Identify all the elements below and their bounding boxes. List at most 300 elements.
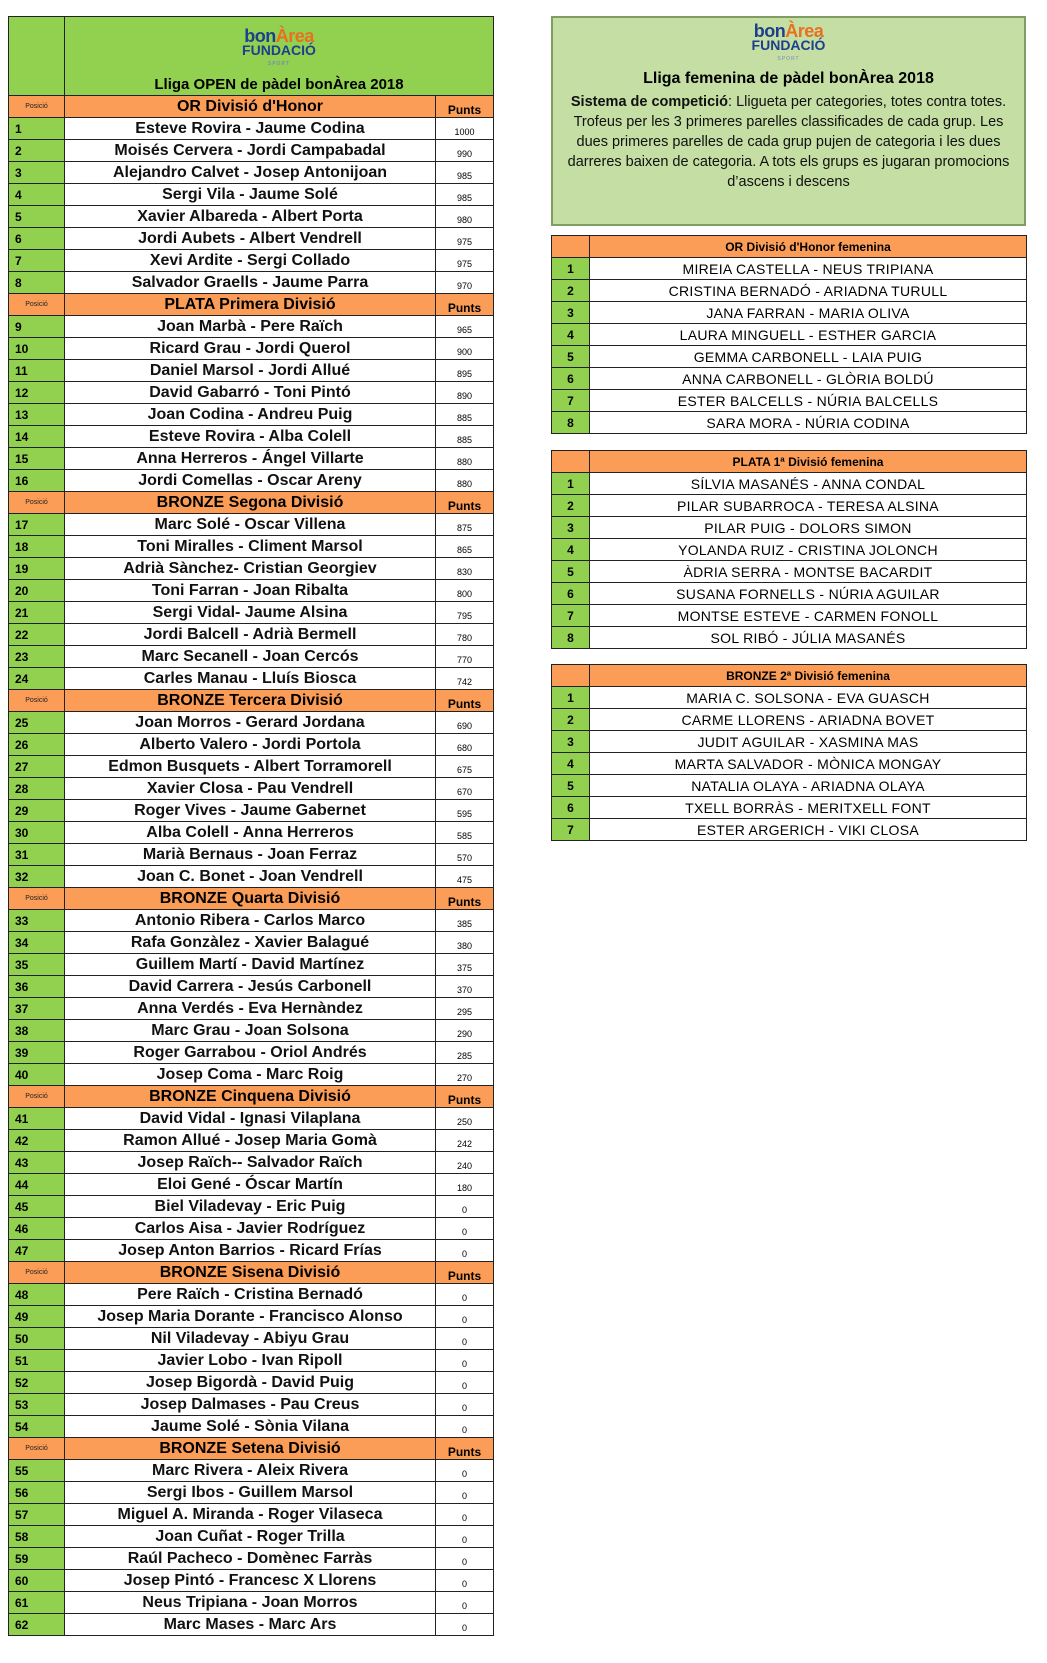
position-number: 6	[9, 228, 65, 250]
pair-name: Roger Garrabou - Oriol Andrés	[65, 1042, 436, 1064]
table-row	[9, 1064, 494, 1086]
position-number: 45	[9, 1196, 65, 1218]
table-row	[552, 797, 1027, 819]
points-value: 970	[436, 272, 494, 294]
table-row	[552, 412, 1027, 434]
pair-name: Josep Dalmases - Pau Creus	[65, 1394, 436, 1416]
points-value: 985	[436, 162, 494, 184]
table-row	[9, 998, 494, 1020]
points-value: 295	[436, 998, 494, 1020]
position-number: 2	[9, 140, 65, 162]
points-value: 370	[436, 976, 494, 998]
pair-name: YOLANDA RUIZ - CRISTINA JOLONCH	[590, 539, 1027, 561]
pair-name: David Carrera - Jesús Carbonell	[65, 976, 436, 998]
table-row	[552, 258, 1027, 280]
position-number: 11	[9, 360, 65, 382]
points-value: 240	[436, 1152, 494, 1174]
position-number: 1	[552, 687, 590, 709]
table-row	[9, 800, 494, 822]
position-number: 2	[552, 709, 590, 731]
points-value: 965	[436, 316, 494, 338]
pair-name: Pere Raïch - Cristina Bernadó	[65, 1284, 436, 1306]
points-value: 0	[436, 1240, 494, 1262]
table-row	[9, 272, 494, 294]
pair-name: LAURA MINGUELL - ESTHER GARCIA	[590, 324, 1027, 346]
table-row	[9, 1350, 494, 1372]
pair-name: Ramon Allué - Josep Maria Gomà	[65, 1130, 436, 1152]
position-number: 1	[552, 258, 590, 280]
division-header	[9, 1086, 494, 1108]
pair-name: Alberto Valero - Jordi Portola	[65, 734, 436, 756]
pair-name: Anna Herreros - Ángel Villarte	[65, 448, 436, 470]
points-value: 0	[436, 1416, 494, 1438]
header-corner	[9, 17, 65, 96]
points-value: 0	[436, 1570, 494, 1592]
table-row	[9, 536, 494, 558]
points-value: 285	[436, 1042, 494, 1064]
pair-name: PILAR PUIG - DOLORS SIMON	[590, 517, 1027, 539]
points-label: Punts	[436, 96, 494, 118]
points-value: 242	[436, 1130, 494, 1152]
position-number: 2	[552, 495, 590, 517]
position-number: 3	[9, 162, 65, 184]
table-row	[552, 473, 1027, 495]
position-number: 8	[552, 412, 590, 434]
pair-name: Javier Lobo - Ivan Ripoll	[65, 1350, 436, 1372]
position-number: 43	[9, 1152, 65, 1174]
table-row	[9, 646, 494, 668]
pair-name: Carlos Aisa - Javier Rodríguez	[65, 1218, 436, 1240]
table-row	[9, 1394, 494, 1416]
pair-name: Guillem Martí - David Martínez	[65, 954, 436, 976]
points-value: 385	[436, 910, 494, 932]
pair-name: Xavier Albareda - Albert Porta	[65, 206, 436, 228]
position-number: 36	[9, 976, 65, 998]
logo-sport: SPORT	[777, 56, 800, 62]
points-value: 830	[436, 558, 494, 580]
table-row	[9, 470, 494, 492]
female-division-header	[552, 236, 1027, 258]
pair-name: ÀDRIA SERRA - MONTSE BACARDIT	[590, 561, 1027, 583]
table-row	[9, 1130, 494, 1152]
position-number: 4	[552, 539, 590, 561]
position-number: 9	[9, 316, 65, 338]
table-row	[9, 404, 494, 426]
table-row	[9, 712, 494, 734]
position-number: 5	[552, 346, 590, 368]
position-number: 3	[552, 517, 590, 539]
table-row	[9, 756, 494, 778]
table-row	[552, 687, 1027, 709]
position-number: 6	[552, 368, 590, 390]
pair-name: Eloi Gené - Óscar Martín	[65, 1174, 436, 1196]
system-description: : Lligueta per categories, totes contra totes. Trofeus per les 3 primeres parelles classificades de cada grup. Les dues primeres parelles de cada grup pujen de categoria i les dues darreres baixen de categoria. A tots els grups es jugaran promocions d’ascens i descens	[567, 94, 1010, 190]
division-name: PLATA Primera Divisió	[65, 294, 436, 316]
position-number: 8	[552, 627, 590, 649]
table-row	[9, 624, 494, 646]
position-number: 5	[9, 206, 65, 228]
points-value: 675	[436, 756, 494, 778]
table-row	[9, 514, 494, 536]
points-value: 880	[436, 448, 494, 470]
points-value: 0	[436, 1196, 494, 1218]
points-value: 0	[436, 1372, 494, 1394]
points-value: 475	[436, 866, 494, 888]
points-value: 0	[436, 1460, 494, 1482]
table-row	[9, 1196, 494, 1218]
table-row	[9, 976, 494, 998]
points-value: 890	[436, 382, 494, 404]
pair-name: Antonio Ribera - Carlos Marco	[65, 910, 436, 932]
logo-accent: Àrea	[275, 26, 314, 46]
table-row	[9, 184, 494, 206]
position-number: 49	[9, 1306, 65, 1328]
table-row	[552, 495, 1027, 517]
pair-name: Xevi Ardite - Sergi Collado	[65, 250, 436, 272]
pair-name: MONTSE ESTEVE - CARMEN FONOLL	[590, 605, 1027, 627]
position-number: 14	[9, 426, 65, 448]
pair-name: ANNA CARBONELL - GLÒRIA BOLDÚ	[590, 368, 1027, 390]
position-number: 54	[9, 1416, 65, 1438]
pair-name: Nil Viladevay - Abiyu Grau	[65, 1328, 436, 1350]
pair-name: Roger Vives - Jaume Gabernet	[65, 800, 436, 822]
position-number: 17	[9, 514, 65, 536]
table-row	[9, 1526, 494, 1548]
points-value: 570	[436, 844, 494, 866]
position-number: 16	[9, 470, 65, 492]
table-row	[552, 280, 1027, 302]
position-number: 7	[552, 819, 590, 841]
pair-name: Sergi Ibos - Guillem Marsol	[65, 1482, 436, 1504]
pair-name: PILAR SUBARROCA - TERESA ALSINA	[590, 495, 1027, 517]
pair-name: Marc Secanell - Joan Cercós	[65, 646, 436, 668]
division-name: OR Divisió d'Honor	[65, 96, 436, 118]
pair-name: ESTER BALCELLS - NÚRIA BALCELLS	[590, 390, 1027, 412]
position-number: 23	[9, 646, 65, 668]
table-row	[9, 580, 494, 602]
table-row	[552, 390, 1027, 412]
table-row	[9, 228, 494, 250]
position-label: Posició	[9, 1262, 65, 1284]
points-label: Punts	[436, 1086, 494, 1108]
bonarea-logo-female	[751, 21, 826, 66]
division-header	[9, 1438, 494, 1460]
points-value: 0	[436, 1328, 494, 1350]
table-row	[9, 844, 494, 866]
position-number: 13	[9, 404, 65, 426]
header-corner	[552, 665, 590, 687]
points-value: 0	[436, 1394, 494, 1416]
table-row	[552, 819, 1027, 841]
pair-name: Jaume Solé - Sònia Vilana	[65, 1416, 436, 1438]
position-number: 38	[9, 1020, 65, 1042]
pair-name: MIREIA CASTELLA - NEUS TRIPIANA	[590, 258, 1027, 280]
table-row	[9, 558, 494, 580]
position-number: 42	[9, 1130, 65, 1152]
points-label: Punts	[436, 1438, 494, 1460]
division-header	[9, 690, 494, 712]
points-value: 0	[436, 1350, 494, 1372]
table-row	[9, 338, 494, 360]
points-label: Punts	[436, 690, 494, 712]
system-label: Sistema de competició	[570, 94, 729, 110]
table-row	[552, 605, 1027, 627]
pair-name: David Vidal - Ignasi Vilaplana	[65, 1108, 436, 1130]
table-row	[9, 1174, 494, 1196]
pair-name: MARIA C. SOLSONA - EVA GUASCH	[590, 687, 1027, 709]
points-value: 895	[436, 360, 494, 382]
division-header	[9, 1262, 494, 1284]
position-number: 61	[9, 1592, 65, 1614]
table-row	[9, 1152, 494, 1174]
position-number: 6	[552, 583, 590, 605]
points-value: 885	[436, 404, 494, 426]
points-value: 742	[436, 668, 494, 690]
position-number: 30	[9, 822, 65, 844]
pair-name: Alba Colell - Anna Herreros	[65, 822, 436, 844]
points-value: 900	[436, 338, 494, 360]
points-value: 670	[436, 778, 494, 800]
pair-name: SARA MORA - NÚRIA CODINA	[590, 412, 1027, 434]
position-number: 5	[552, 775, 590, 797]
position-number: 46	[9, 1218, 65, 1240]
pair-name: TXELL BORRÀS - MERITXELL FONT	[590, 797, 1027, 819]
female-title: Lliga femenina de pàdel bonÀrea 2018	[643, 70, 934, 87]
points-value: 585	[436, 822, 494, 844]
pair-name: Toni Miralles - Climent Marsol	[65, 536, 436, 558]
pair-name: Rafa Gonzàlez - Xavier Balagué	[65, 932, 436, 954]
position-number: 6	[552, 797, 590, 819]
table-row	[552, 753, 1027, 775]
table-row	[9, 910, 494, 932]
pair-name: SOL RIBÓ - JÚLIA MASANÉS	[590, 627, 1027, 649]
pair-name: Salvador Graells - Jaume Parra	[65, 272, 436, 294]
table-row	[9, 1306, 494, 1328]
female-info-box	[551, 16, 1026, 226]
table-row	[9, 1240, 494, 1262]
points-label: Punts	[436, 888, 494, 910]
pair-name: Moisés Cervera - Jordi Campabadal	[65, 140, 436, 162]
position-label: Posició	[9, 96, 65, 118]
points-value: 0	[436, 1482, 494, 1504]
table-row	[9, 1284, 494, 1306]
female-division-header	[552, 451, 1027, 473]
table-row	[552, 539, 1027, 561]
division-name: BRONZE Sisena Divisió	[65, 1262, 436, 1284]
position-number: 20	[9, 580, 65, 602]
table-row	[552, 709, 1027, 731]
position-number: 37	[9, 998, 65, 1020]
table-row	[9, 602, 494, 624]
points-value: 985	[436, 184, 494, 206]
position-number: 4	[9, 184, 65, 206]
table-row	[9, 778, 494, 800]
position-label: Posició	[9, 690, 65, 712]
points-value: 795	[436, 602, 494, 624]
points-value: 375	[436, 954, 494, 976]
points-value: 1000	[436, 118, 494, 140]
position-number: 35	[9, 954, 65, 976]
points-value: 380	[436, 932, 494, 954]
table-row	[552, 561, 1027, 583]
pair-name: Marc Rivera - Aleix Rivera	[65, 1460, 436, 1482]
pair-name: Neus Tripiana - Joan Morros	[65, 1592, 436, 1614]
open-header-row	[9, 17, 494, 96]
table-row	[552, 346, 1027, 368]
position-number: 3	[552, 731, 590, 753]
table-row	[552, 731, 1027, 753]
table-row	[9, 668, 494, 690]
pair-name: Josep Coma - Marc Roig	[65, 1064, 436, 1086]
position-number: 44	[9, 1174, 65, 1196]
position-number: 7	[552, 390, 590, 412]
points-value: 880	[436, 470, 494, 492]
division-name: BRONZE Tercera Divisió	[65, 690, 436, 712]
position-number: 27	[9, 756, 65, 778]
logo-word: bon	[753, 21, 786, 41]
points-value: 270	[436, 1064, 494, 1086]
female-division-name: PLATA 1ª Divisió femenina	[590, 451, 1027, 473]
position-number: 22	[9, 624, 65, 646]
table-row	[552, 627, 1027, 649]
pair-name: Adrià Sànchez- Cristian Georgiev	[65, 558, 436, 580]
table-row	[9, 1460, 494, 1482]
position-number: 19	[9, 558, 65, 580]
points-value: 975	[436, 228, 494, 250]
division-name: BRONZE Setena Divisió	[65, 1438, 436, 1460]
points-value: 990	[436, 140, 494, 162]
table-row	[552, 302, 1027, 324]
pair-name: Jordi Comellas - Oscar Areny	[65, 470, 436, 492]
points-value: 975	[436, 250, 494, 272]
points-value: 770	[436, 646, 494, 668]
points-value: 885	[436, 426, 494, 448]
female-division-table	[551, 664, 1027, 841]
position-number: 28	[9, 778, 65, 800]
table-row	[9, 448, 494, 470]
position-number: 29	[9, 800, 65, 822]
position-number: 53	[9, 1394, 65, 1416]
position-label: Posició	[9, 1438, 65, 1460]
pair-name: Joan Morros - Gerard Jordana	[65, 712, 436, 734]
points-value: 875	[436, 514, 494, 536]
position-number: 51	[9, 1350, 65, 1372]
pair-name: Jordi Aubets - Albert Vendrell	[65, 228, 436, 250]
female-division-name: OR Divisió d'Honor femenina	[590, 236, 1027, 258]
points-value: 250	[436, 1108, 494, 1130]
points-value: 0	[436, 1592, 494, 1614]
pair-name: Ricard Grau - Jordi Querol	[65, 338, 436, 360]
points-value: 290	[436, 1020, 494, 1042]
position-number: 57	[9, 1504, 65, 1526]
table-row	[9, 1592, 494, 1614]
pair-name: Miguel A. Miranda - Roger Vilaseca	[65, 1504, 436, 1526]
female-division-header	[552, 665, 1027, 687]
pair-name: Marc Mases - Marc Ars	[65, 1614, 436, 1636]
position-number: 41	[9, 1108, 65, 1130]
logo-word: bon	[244, 26, 276, 46]
open-title: Lliga OPEN de pàdel bonÀrea 2018	[154, 76, 404, 93]
position-number: 10	[9, 338, 65, 360]
table-row	[552, 517, 1027, 539]
points-value: 0	[436, 1548, 494, 1570]
table-row	[552, 324, 1027, 346]
points-value: 865	[436, 536, 494, 558]
division-header	[9, 492, 494, 514]
pair-name: Josep Maria Dorante - Francisco Alonso	[65, 1306, 436, 1328]
position-number: 56	[9, 1482, 65, 1504]
pair-name: Anna Verdés - Eva Hernàndez	[65, 998, 436, 1020]
points-value: 800	[436, 580, 494, 602]
pair-name: Joan Codina - Andreu Puig	[65, 404, 436, 426]
pair-name: SUSANA FORNELLS - NÚRIA AGUILAR	[590, 583, 1027, 605]
pair-name: Toni Farran - Joan Ribalta	[65, 580, 436, 602]
points-value: 980	[436, 206, 494, 228]
header-corner	[552, 236, 590, 258]
table-row	[9, 206, 494, 228]
position-number: 5	[552, 561, 590, 583]
competition-system-text	[553, 92, 1024, 192]
position-number: 34	[9, 932, 65, 954]
bonarea-logo	[242, 26, 316, 71]
division-name: BRONZE Quarta Divisió	[65, 888, 436, 910]
table-row	[9, 822, 494, 844]
table-row	[9, 932, 494, 954]
table-row	[9, 1218, 494, 1240]
division-name: BRONZE Segona Divisió	[65, 492, 436, 514]
position-number: 26	[9, 734, 65, 756]
points-value: 680	[436, 734, 494, 756]
pair-name: JANA FARRAN - MARIA OLIVA	[590, 302, 1027, 324]
pair-name: Biel Viladevay - Eric Puig	[65, 1196, 436, 1218]
pair-name: Jordi Balcell - Adrià Bermell	[65, 624, 436, 646]
pair-name: Sergi Vidal- Jaume Alsina	[65, 602, 436, 624]
table-row	[9, 426, 494, 448]
position-number: 8	[9, 272, 65, 294]
table-row	[9, 866, 494, 888]
position-label: Posició	[9, 294, 65, 316]
division-header	[9, 96, 494, 118]
table-row	[9, 1570, 494, 1592]
pair-name: Josep Pintó - Francesc X Llorens	[65, 1570, 436, 1592]
points-value: 780	[436, 624, 494, 646]
table-row	[552, 775, 1027, 797]
pair-name: NATALIA OLAYA - ARIADNA OLAYA	[590, 775, 1027, 797]
position-number: 21	[9, 602, 65, 624]
pair-name: Daniel Marsol - Jordi Allué	[65, 360, 436, 382]
table-row	[9, 250, 494, 272]
position-number: 47	[9, 1240, 65, 1262]
pair-name: David Gabarró - Toni Pintó	[65, 382, 436, 404]
position-number: 3	[552, 302, 590, 324]
table-row	[9, 1482, 494, 1504]
points-value: 0	[436, 1284, 494, 1306]
points-value: 595	[436, 800, 494, 822]
logo-accent: Àrea	[785, 21, 824, 41]
table-row	[552, 583, 1027, 605]
position-number: 31	[9, 844, 65, 866]
position-number: 2	[552, 280, 590, 302]
position-label: Posició	[9, 492, 65, 514]
table-row	[9, 316, 494, 338]
table-row	[9, 734, 494, 756]
points-label: Punts	[436, 294, 494, 316]
position-number: 52	[9, 1372, 65, 1394]
position-number: 48	[9, 1284, 65, 1306]
logo-fundacio: FUNDACIÓ	[242, 42, 316, 58]
pair-name: Alejandro Calvet - Josep Antonijoan	[65, 162, 436, 184]
pair-name: Josep Anton Barrios - Ricard Frías	[65, 1240, 436, 1262]
